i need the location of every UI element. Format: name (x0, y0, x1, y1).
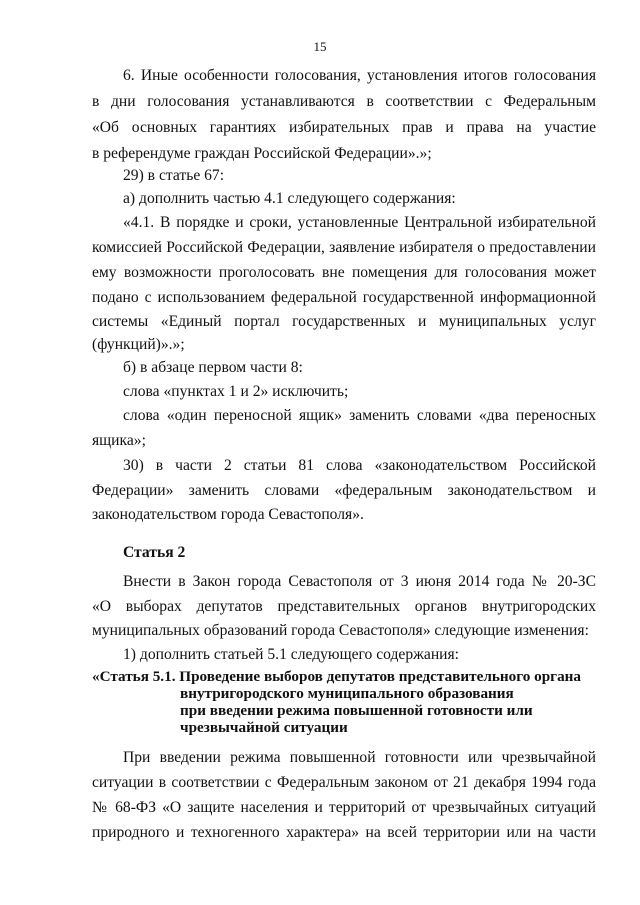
section-heading-line: чрезвычайной ситуации (180, 719, 348, 736)
text-line: ящика»; (92, 432, 146, 449)
text-line: Федерации» заменить словами «федеральным законодательством и (92, 482, 596, 499)
section-heading-line: внутригородского муниципального образования (180, 685, 514, 702)
text-line: природного и техногенного характера» на всей территории или на части (92, 824, 596, 841)
article-heading: Статья 2 (123, 544, 186, 561)
text-line: законодательством города Севастополя». (92, 506, 364, 523)
text-line: ему возможности проголосовать вне помещения для голосования может (92, 264, 596, 281)
text-line: № 68-ФЗ «О защите населения и территорий от чрезвычайных ситуаций (92, 799, 596, 816)
text-line: «4.1. В порядке и сроки, установленные Центральной избирательной (123, 214, 596, 231)
page-number: 15 (313, 39, 327, 54)
text-line: 1) дополнить статьей 5.1 следующего содержания: (123, 646, 460, 663)
text-line: слова «пунктах 1 и 2» исключить; (123, 383, 349, 400)
text-line: а) дополнить частью 4.1 следующего содержания: (123, 190, 456, 207)
text-line: 29) в статье 67: (123, 167, 225, 184)
text-line: «О выборах депутатов представительных органов внутригородских (92, 598, 596, 615)
text-line: системы «Единый портал государственных и муниципальных услуг (92, 313, 596, 330)
text-line: слова «один переносной ящик» заменить словами «два переносных (123, 407, 596, 424)
text-line: подано с использованием федеральной государственной информационной (92, 289, 596, 306)
text-line: Внести в Закон города Севастополя от 3 июня 2014 года № 20-ЗС (123, 573, 596, 590)
text-line: «Об основных гарантиях избирательных прав и права на участие (92, 119, 596, 136)
text-line: ситуации в соответствии с Федеральным законом от 21 декабря 1994 года (92, 774, 596, 791)
text-line: комиссией Российской Федерации, заявление избирателя о предоставлении (92, 239, 596, 256)
text-line: 30) в части 2 статьи 81 слова «законодательством Российской (123, 457, 596, 474)
text-line: в дни голосования устанавливаются в соответствии с Федеральным (92, 93, 596, 110)
text-line: в референдуме граждан Российской Федерации».»; (92, 145, 432, 162)
text-line: При введении режима повышенной готовности или чрезвычайной (123, 749, 596, 766)
text-line: 6. Иные особенности голосования, установления итогов голосования (123, 67, 596, 84)
text-line: (функций)».»; (92, 336, 185, 353)
section-heading-line: при введении режима повышенной готовности или (180, 702, 533, 719)
section-heading-line: «Статья 5.1. Проведение выборов депутатов представительного органа (92, 668, 582, 685)
text-line: муниципальных образований города Севастополя» следующие изменения: (92, 622, 589, 639)
text-line: б) в абзаце первом части 8: (123, 359, 303, 376)
